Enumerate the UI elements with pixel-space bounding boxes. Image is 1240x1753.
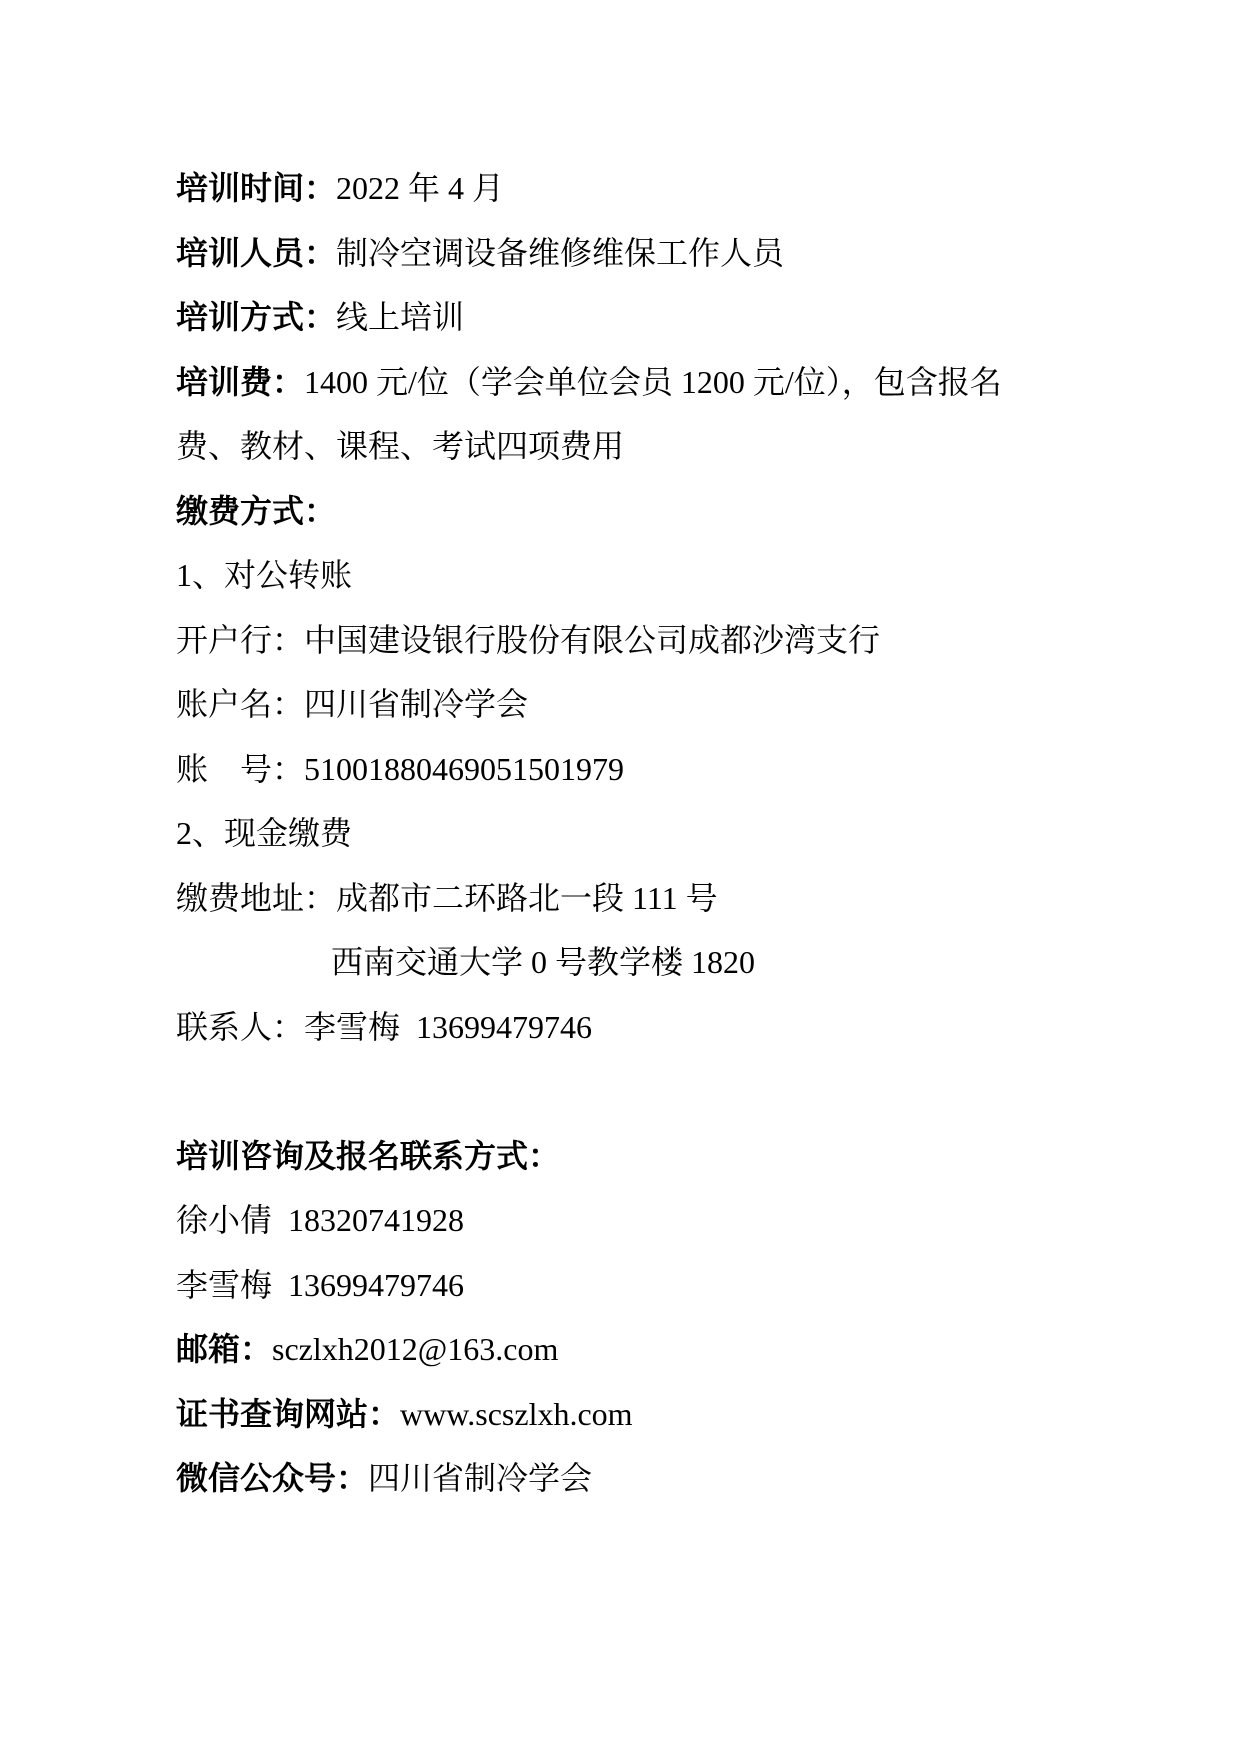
document-line xyxy=(176,672,1096,737)
line-text: 2022 年 4 月 xyxy=(336,170,505,206)
line-text: 徐小倩 18320741928 xyxy=(176,1202,465,1238)
document-line xyxy=(176,866,1096,931)
line-text: 费、教材、课程、考试四项费用 xyxy=(176,428,625,464)
line-text: 联系人：李雪梅 13699479746 xyxy=(176,1008,593,1045)
line-text: 四川省制冷学会 xyxy=(368,1460,593,1496)
document-line xyxy=(176,608,1096,673)
document-line xyxy=(176,479,1096,544)
line-text: 缴费地址：成都市二环路北一段 111 号 xyxy=(176,879,718,916)
line-label: 培训方式： xyxy=(176,299,337,335)
document-line xyxy=(176,350,1096,415)
blank-line xyxy=(176,1059,1096,1124)
line-label: 培训人员： xyxy=(176,234,337,271)
line-label: 微信公众号： xyxy=(176,1460,369,1496)
line-text: 李雪梅 13699479746 xyxy=(176,1266,465,1303)
line-label: 培训时间： xyxy=(176,170,337,206)
line-text: 西南交通大学 0 号教学楼 1820 xyxy=(331,944,756,980)
line-text: 1400 元/位（学会单位会员 1200 元/位），包含报名 xyxy=(304,363,1002,400)
document-line xyxy=(176,414,1096,479)
document-line xyxy=(176,995,1096,1060)
line-text: 制冷空调设备维修维保工作人员 xyxy=(336,234,785,271)
document-line xyxy=(331,930,1096,995)
line-text: 账户名：四川省制冷学会 xyxy=(176,686,529,722)
line-text: 账 号：51001880469051501979 xyxy=(176,750,625,787)
document-line xyxy=(176,1253,1096,1318)
document-line xyxy=(176,543,1096,608)
document-body xyxy=(176,156,1096,1511)
line-text: 1、对公转账 xyxy=(176,557,353,593)
line-label: 邮箱： xyxy=(176,1331,273,1367)
document-line xyxy=(176,1382,1096,1447)
line-label: 证书查询网站： xyxy=(176,1395,401,1432)
line-label: 缴费方式： xyxy=(176,492,337,529)
line-text: 2、现金缴费 xyxy=(176,815,353,851)
document-line xyxy=(176,1317,1096,1382)
document-line xyxy=(176,285,1096,350)
document-line xyxy=(176,221,1096,286)
document-line xyxy=(176,801,1096,866)
line-text: sczlxh2012@163.com xyxy=(272,1331,559,1367)
document-line xyxy=(176,1124,1096,1189)
document-line xyxy=(176,737,1096,802)
line-text: www.scszlxh.com xyxy=(400,1395,633,1432)
document-line xyxy=(176,156,1096,221)
document-line xyxy=(176,1446,1096,1511)
line-label: 培训费： xyxy=(176,363,305,400)
document-line xyxy=(176,1188,1096,1253)
line-text: 开户行：中国建设银行股份有限公司成都沙湾支行 xyxy=(176,621,881,658)
line-label: 培训咨询及报名联系方式： xyxy=(176,1137,561,1174)
line-text: 线上培训 xyxy=(336,299,465,335)
